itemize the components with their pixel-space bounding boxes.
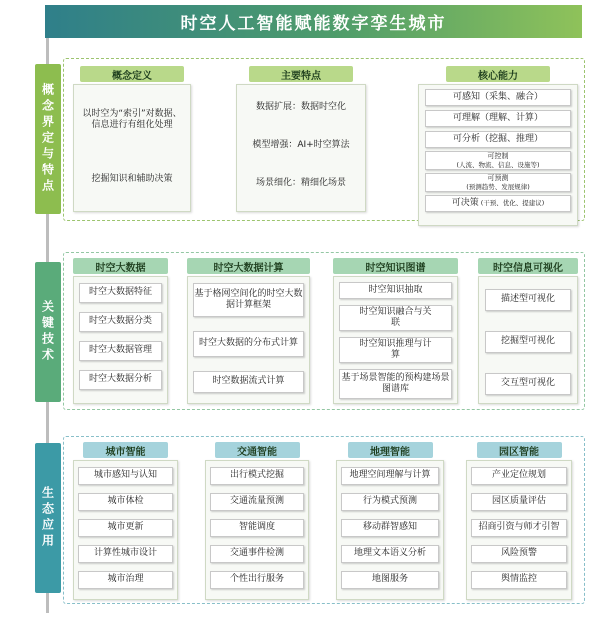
column-st-big-data [73, 258, 168, 404]
list-item: 挖掘型可视化 [485, 331, 571, 353]
list-item: 园区质量评估 [471, 493, 567, 511]
list-item: 模型增强：AI+时空算法 [252, 140, 350, 151]
list-item: 数据扩展：数据时空化 [255, 102, 346, 113]
capability-main: 可分析（挖掘、推理） [452, 133, 543, 144]
section-label-app: 生态应用 [35, 443, 61, 593]
column-st-visualization [478, 258, 578, 404]
column-core-capabilities [418, 66, 578, 226]
column-head: 时空大数据计算 [187, 258, 310, 274]
capability-sub: (人流、物流、信息、设施等) [456, 160, 540, 169]
list-item: 舆情监控 [471, 571, 567, 589]
capability-main: 可感知（采集、融合） [452, 91, 543, 102]
capability-main: 可控制 [487, 152, 509, 161]
list-item: 城市感知与认知 [78, 467, 173, 485]
list-item: 时空大数据分类 [79, 312, 162, 332]
list-item: 风险预警 [471, 545, 567, 563]
list-item: 交通事件检测 [210, 545, 304, 563]
column-body [418, 84, 578, 226]
column-concept-definition [73, 66, 191, 212]
list-item: 智能调度 [210, 519, 304, 537]
column-head: 地理智能 [348, 442, 433, 458]
list-item: 时空大数据管理 [79, 341, 162, 361]
column-park-intelligence [466, 442, 572, 600]
list-item: 城市体检 [78, 493, 173, 511]
column-body [333, 276, 458, 404]
column-body [336, 460, 444, 600]
list-item: 个性出行服务 [210, 571, 304, 589]
column-body [236, 84, 366, 212]
list-item: 地理空间理解与计算 [341, 467, 439, 485]
section-label-concept: 概念界定与特点 [35, 64, 61, 214]
list-item: 交通流量预测 [210, 493, 304, 511]
column-st-knowledge-graph [333, 258, 458, 404]
list-item: 时空知识抽取 [339, 282, 452, 299]
list-item: 交互型可视化 [485, 373, 571, 395]
column-head: 概念定义 [80, 66, 184, 82]
list-item: 描述型可视化 [485, 289, 571, 311]
list-item: 基于场景智能的预构建场景图谱库 [339, 369, 452, 399]
list-item: 行为模式预测 [341, 493, 439, 511]
list-item: 移动群智感知 [341, 519, 439, 537]
column-body [478, 276, 578, 404]
list-item: 城市更新 [78, 519, 173, 537]
column-body [205, 460, 309, 600]
list-item [425, 151, 571, 170]
list-item: 时空知识推理与计算 [339, 337, 452, 363]
list-item [425, 131, 571, 148]
column-head: 城市智能 [83, 442, 168, 458]
capability-main: 可理解（理解、计算） [452, 112, 543, 123]
column-urban-intelligence [73, 442, 178, 600]
column-head: 时空信息可视化 [478, 258, 578, 274]
list-item [425, 195, 571, 212]
column-main-features [236, 66, 366, 212]
capability-main: 可决策 [451, 197, 479, 208]
list-item: 时空大数据分析 [79, 370, 162, 390]
column-body [73, 84, 191, 212]
list-item [425, 173, 571, 192]
list-item: 以时空为“索引”对数据、信息进行有组化处理 [82, 108, 182, 130]
column-head: 时空知识图谱 [333, 258, 458, 274]
column-geo-intelligence [336, 442, 444, 600]
list-item: 挖掘知识和辅助决策 [91, 174, 173, 185]
list-item: 计算性城市设计 [78, 545, 173, 563]
list-item: 场景细化：精细化场景 [255, 178, 346, 189]
list-item [425, 110, 571, 127]
column-body [73, 276, 168, 404]
column-head: 时空大数据 [73, 258, 168, 274]
list-item: 时空大数据的分布式计算 [193, 331, 304, 357]
list-item: 基于格网空间化的时空大数据计算框架 [193, 283, 304, 317]
page-title: 时空人工智能赋能数字孪生城市 [45, 5, 582, 38]
list-item: 招商引资与师才引智 [471, 519, 567, 537]
list-item: 地图服务 [341, 571, 439, 589]
column-body [466, 460, 572, 600]
column-traffic-intelligence [205, 442, 309, 600]
list-item: 时空数据流式计算 [193, 371, 304, 393]
column-head: 交通智能 [215, 442, 300, 458]
list-item: 产业定位规划 [471, 467, 567, 485]
list-item: 时空知识融合与关联 [339, 305, 452, 331]
section-label-tech: 关键技术 [35, 262, 61, 402]
column-head: 园区智能 [477, 442, 562, 458]
column-head: 主要特点 [249, 66, 353, 82]
column-body [187, 276, 310, 404]
list-item: 城市治理 [78, 571, 173, 589]
column-body [73, 460, 178, 600]
list-item [425, 89, 571, 106]
list-item: 时空大数据特征 [79, 283, 162, 303]
capability-main: 可预测 [487, 174, 509, 183]
capability-sub: (预测趋势、发展规律) [466, 182, 530, 191]
list-item: 地理文本语义分析 [341, 545, 439, 563]
capability-sub: (干预、优化、提建议) [480, 199, 545, 208]
column-st-computing [187, 258, 310, 404]
list-item: 出行模式挖掘 [210, 467, 304, 485]
column-head: 核心能力 [446, 66, 550, 82]
